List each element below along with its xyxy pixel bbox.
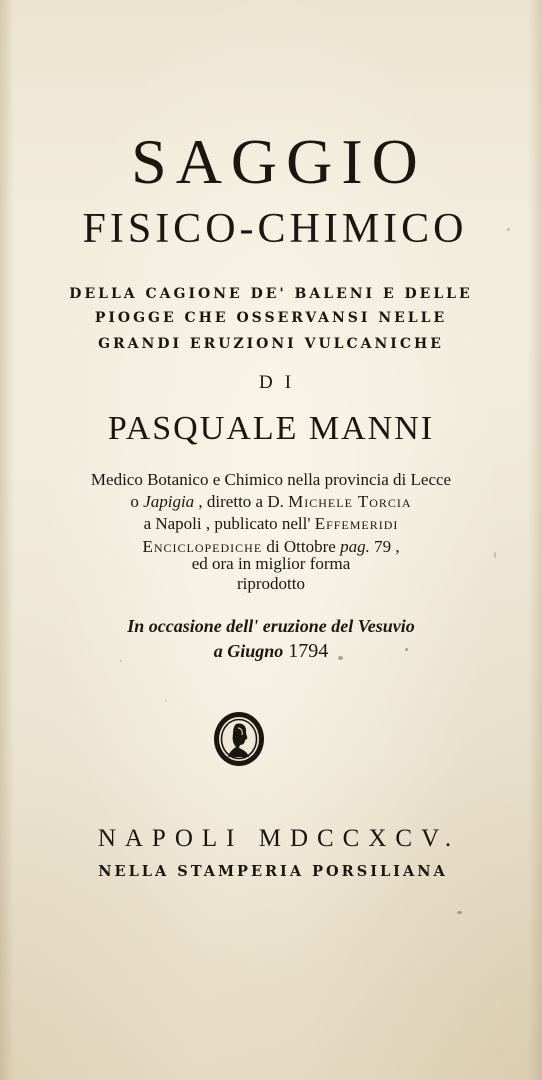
foxing-speck [507,228,510,231]
imprint-place-year: NAPOLI MDCCXCV. [97,825,461,852]
description-line-3: GRANDI ERUZIONI VULCANICHE [98,336,444,352]
cameo-portrait-icon [212,710,266,768]
author-description-line-4: Enciclopediche di Ottobre pag. 79 , [142,537,400,556]
author-description-line-2: o Japigia , diretto a D. Michele Torcia [130,492,412,511]
foxing-speck [338,656,343,660]
foxing-speck [494,552,496,558]
book-subtitle: FISICO-CHIMICO [82,206,468,252]
author-description-line-5: ed ora in miglior forma [191,554,351,573]
occasion-line-1: In occasione dell' eruzione del Vesuvio [127,616,415,636]
foxing-speck [165,700,167,702]
foxing-speck [405,648,408,651]
by-label: DI [258,372,304,393]
book-title: SAGGIO [131,126,427,197]
description-line-1: DELLA CAGIONE DE' BALENI E DELLE [69,286,473,302]
author-description-line-1: Medico Botanico e Chimico nella provincia di Lecce [90,470,452,489]
foxing-speck [120,660,122,662]
author-description-line-6: riprodotto [237,574,305,593]
imprint-printer: NELLA STAMPERIA PORSILIANA [98,863,448,880]
description-line-2: PIOGGE CHE OSSERVANSI NELLE [94,310,448,326]
occasion-line-2: a Giugno 1794 [213,640,329,662]
author-description-line-3: a Napoli , publicato nell' Effemeridi [143,514,399,533]
foxing-speck [457,911,462,914]
author-name: PASQUALE MANNI [107,410,435,447]
